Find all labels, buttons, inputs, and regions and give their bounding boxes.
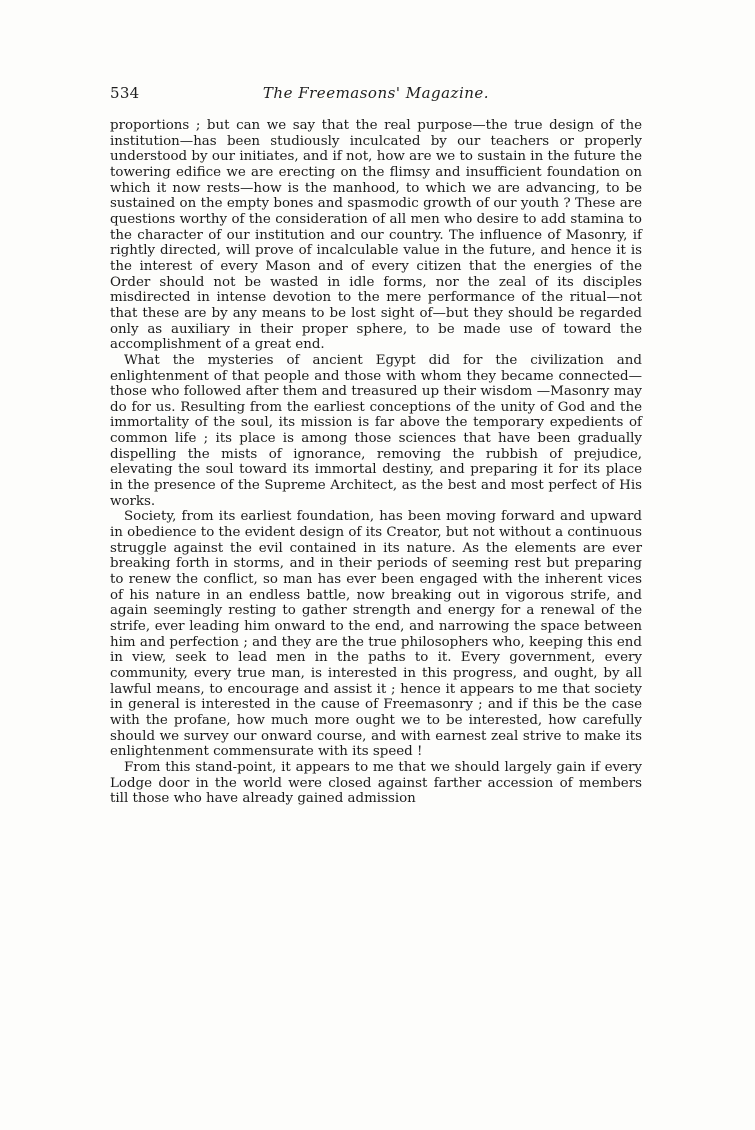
paragraph-continued: proportions ; but can we say that the real purpose—the true design of the institution—has been studiously inculcated by our teachers or properly understood by our initiates, and if not, how are we to sustain in the future the towering edifice we are erecting on the flimsy and insufficient foundation on which it now rests—how is the manhood, to which we are advancing, to be sustained on the empty bones and spasmodic growth of our youth ? These are questions worthy of the consideration of all men who desire to add stamina to the character of our institution and our country. The influence of Masonry, if rightly directed, will prove of incalculable value in the future, and hence it is the interest of every Mason and of every citizen that the energies of the Order should not be wasted in idle forms, nor the zeal of its disciples misdirected in intense devotion to the mere performance of the ritual—not that these are by any means to be lost sight of—but they should be regarded only as auxiliary in their proper sphere, to be made use of toward the accomplishment of a great end. [110, 118, 642, 353]
running-title: The Freemasons' Magazine. [262, 84, 490, 102]
paragraph-stand-point: From this stand-point, it appears to me that we should largely gain if every Lodge door in the world were closed against farther accession of members till those who have already gained admission [110, 759, 642, 807]
page-header [110, 84, 642, 106]
page-number: 534 [110, 84, 140, 102]
paragraph-society: Society, from its earliest foundation, has been moving forward and upward in obedience to the evident design of its Creator, but not without a continuous struggle against the evil contained in its nature. As the elements are ever breaking forth in storms, and in their periods of seeming rest but preparing to renew the conflict, so man has ever been engaged with the inherent vices of his nature in an endless battle, now breaking out in vigorous strife, and again seemingly resting to gather strength and energy for a renewal of the strife, ever leading him onward to the end, and narrowing the space between him and perfection ; and they are the true philosophers who, keeping this end in view, seek to lead men in the paths to it. Every government, every community, every true man, is interested in this progress, and ought, by all lawful means, to encourage and assist it ; hence it appears to me that society in general is interested in the cause of Freemasonry ; and if this be the case with the profane, how much more ought we to be interested, how carefully should we survey our onward course, and with earnest zeal strive to make its enlightenment commensurate with its speed ! [110, 509, 642, 760]
article-body [110, 118, 642, 807]
paragraph-egypt: What the mysteries of ancient Egypt did for the civilization and enlightenment of that people and those with whom they became connected—those who followed after them and treasured up their wisdom —Masonry may do for us. Resulting from the earliest conceptions of the unity of God and the immortality of the soul, its mission is far above the temporary expedients of common life ; its place is among those sciences that have been gradually dispelling the mists of ignorance, removing the rubbish of prejudice, elevating the soul toward its immortal destiny, and preparing it for its place in the presence of the Supreme Architect, as the best and most perfect of His works. [110, 352, 642, 509]
